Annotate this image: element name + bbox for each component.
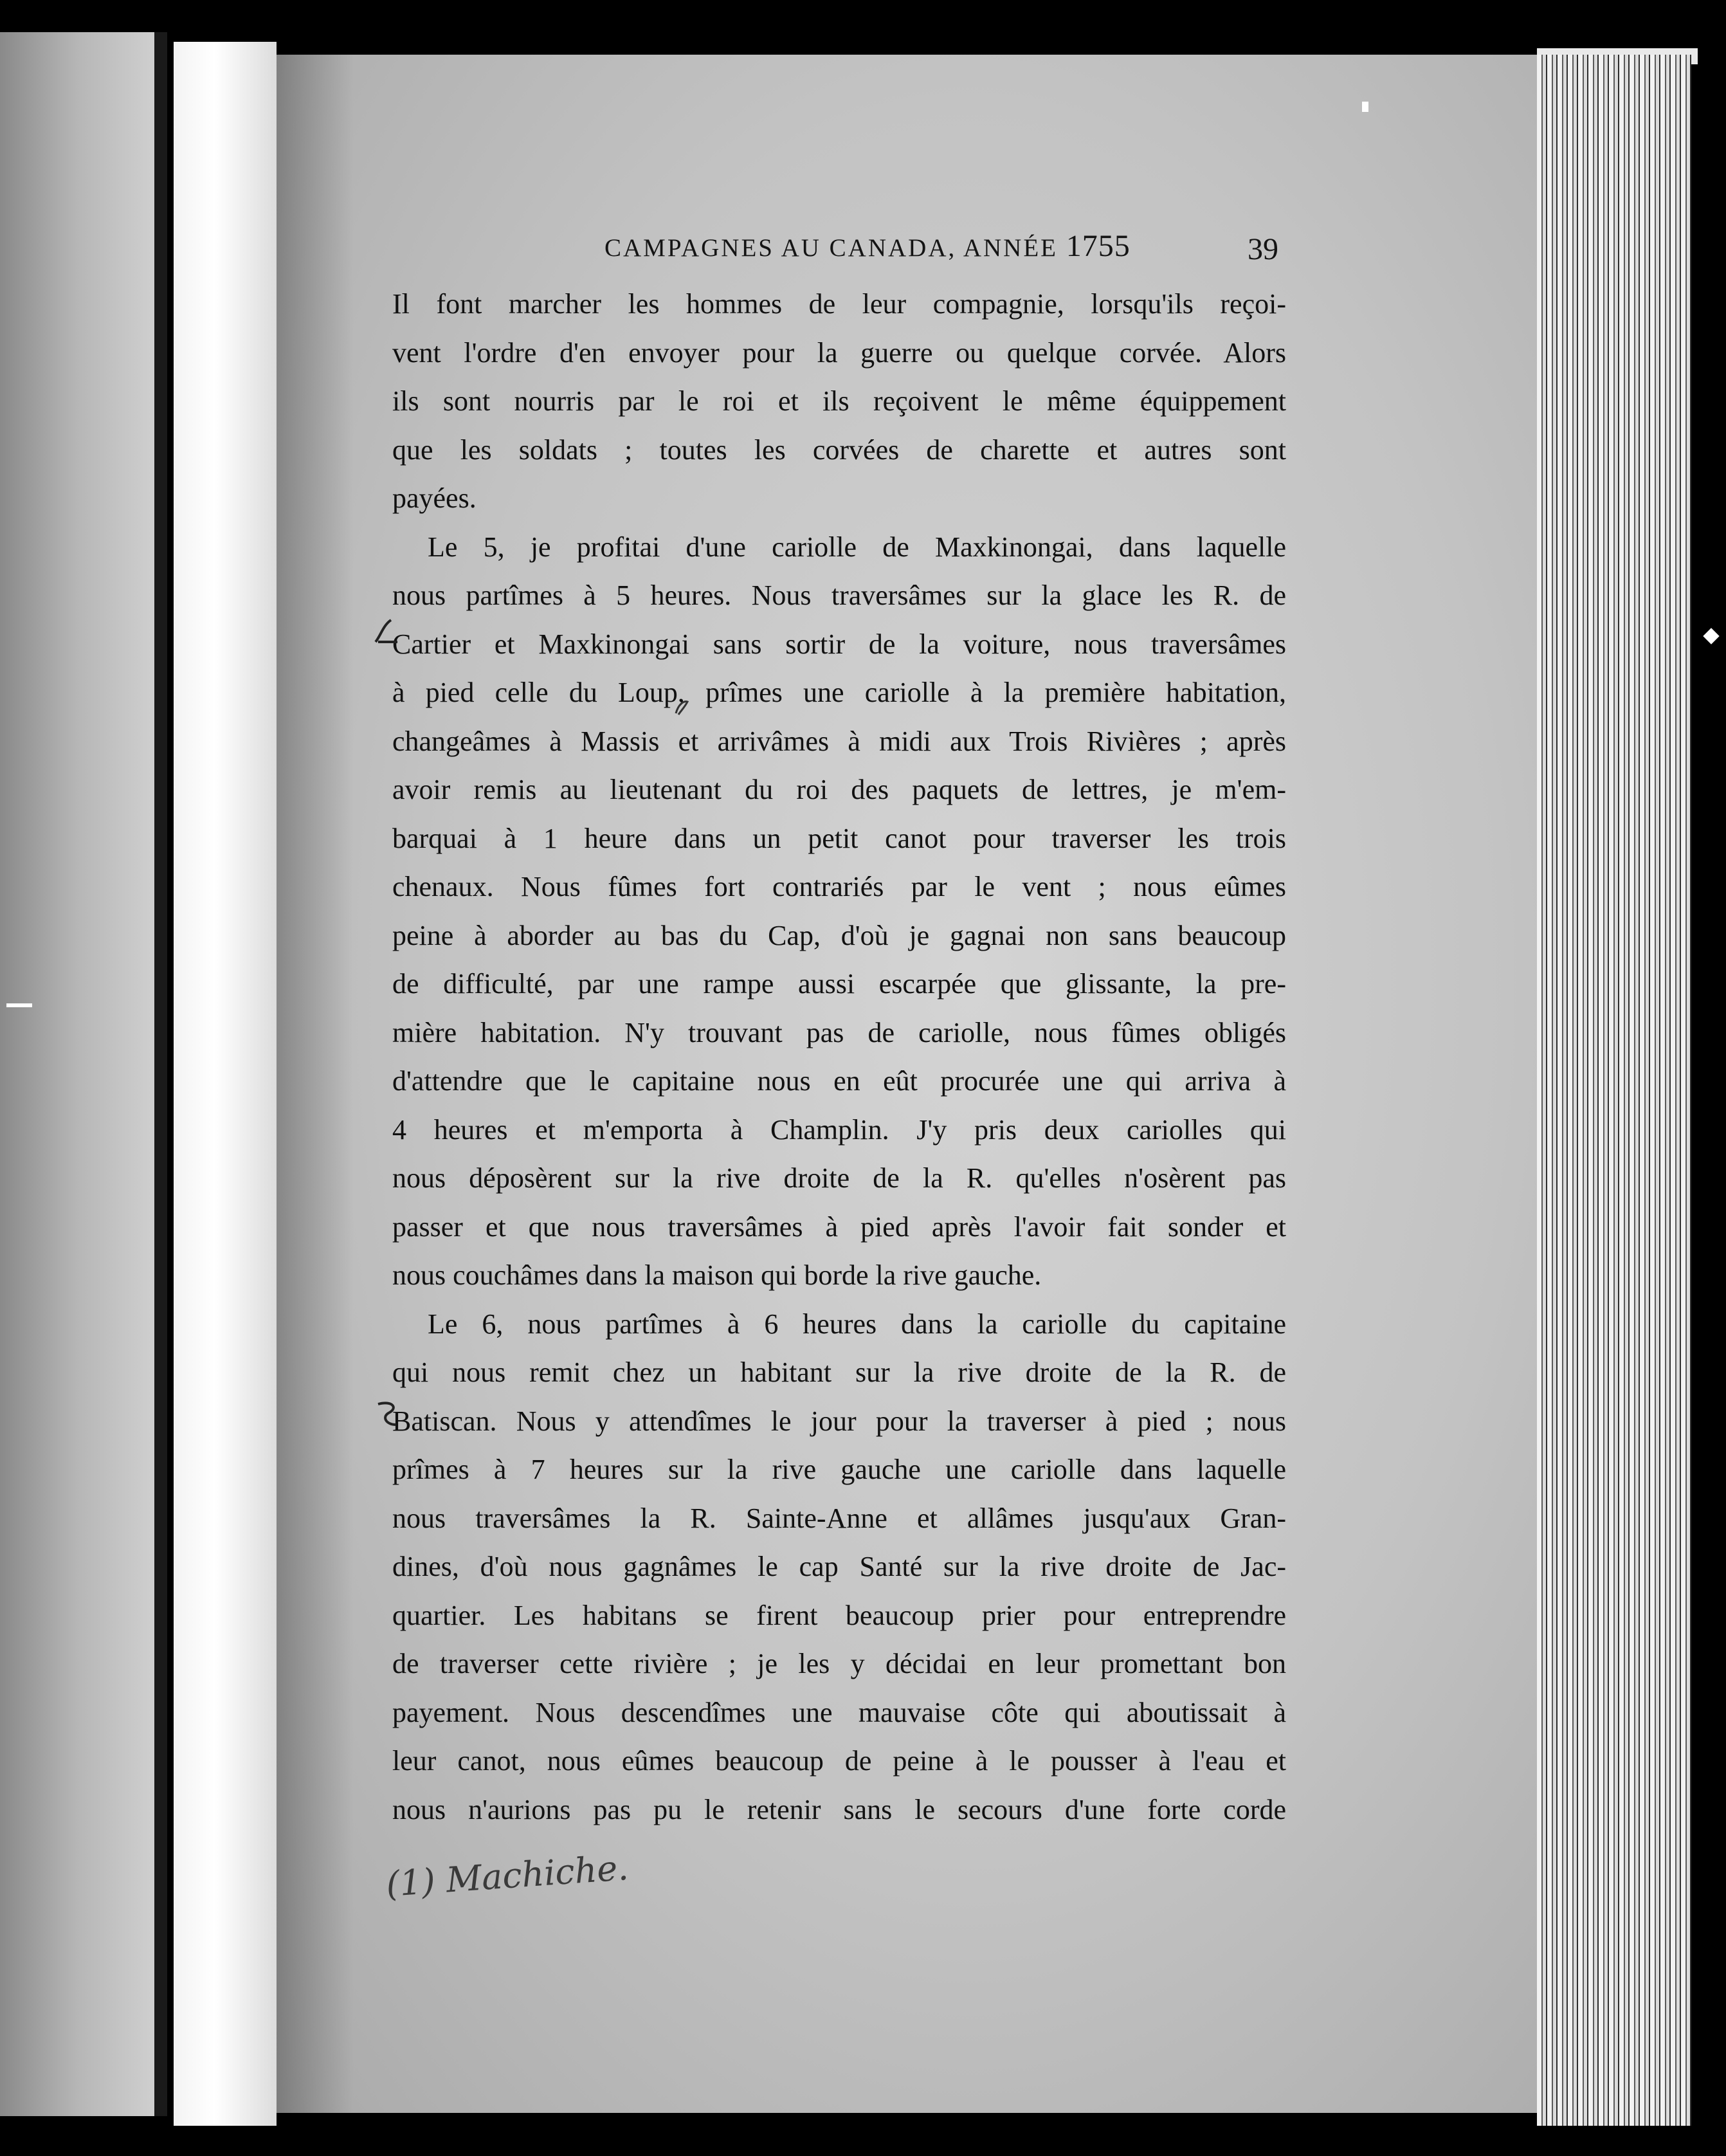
body-text — [392, 280, 1286, 1834]
text-line: chenaux. Nous fûmes fort contrariés par le vent ; nous eûmes — [392, 871, 1286, 902]
page-edges-stack — [1537, 55, 1691, 2126]
text-line: nous traversâmes la R. Sainte-Anne et allâmes jusqu'aux Gran- — [392, 1502, 1286, 1534]
text-line: Cartier et Maxkinongai sans sortir de la voiture, nous traversâmes — [392, 628, 1286, 660]
text-line: qui nous remit chez un habitant sur la rive droite de la R. de — [392, 1357, 1286, 1388]
text-line: vent l'ordre d'en envoyer pour la guerre ou quelque corvée. Alors — [392, 336, 1286, 369]
page-number: 39 — [1248, 232, 1278, 266]
text-line: nous couchâmes dans la maison qui borde la rive gauche. — [392, 1259, 1042, 1291]
facing-page-edge — [154, 32, 167, 2116]
text-line: changeâmes à Massis et arrivâmes à midi aux Trois Rivières ; après — [392, 725, 1286, 757]
text-line: Il font marcher les hommes de leur compagnie, lorsqu'ils reçoi- — [392, 288, 1286, 320]
running-head — [604, 228, 1131, 264]
text-line: de difficulté, par une rampe aussi escarpée que glissante, la pre- — [392, 968, 1286, 1000]
text-line: 4 heures et m'emporta à Champlin. J'y pris deux cariolles qui — [392, 1113, 1286, 1146]
text-line: de traverser cette rivière ; je les y décidai en leur promettant bon — [392, 1648, 1286, 1679]
scan-artifact — [6, 1003, 32, 1007]
text-line: ils sont nourris par le roi et ils reçoivent le même équippement — [392, 385, 1286, 417]
text-line: payement. Nous descendîmes une mauvaise côte qui aboutissait à — [392, 1696, 1286, 1728]
text-line: peine à aborder au bas du Cap, d'où je gagnai non sans beaucoup — [392, 919, 1286, 951]
text-line: Le 5, je profitai d'une cariolle de Maxkinongai, dans laquelle — [428, 531, 1286, 563]
scan-artifact — [1362, 102, 1368, 112]
ink-mark-icon — [373, 1399, 403, 1429]
text-line: que les soldats ; toutes les corvées de charette et autres sont — [392, 434, 1286, 466]
text-line: quartier. Les habitans se firent beaucoup prier pour entreprendre — [392, 1599, 1286, 1631]
text-line: prîmes à 7 heures sur la rive gauche une cariolle dans laquelle — [392, 1454, 1286, 1485]
text-line: Le 6, nous partîmes à 6 heures dans la cariolle du capitaine — [428, 1308, 1286, 1340]
text-line: leur canot, nous eûmes beaucoup de peine à le pousser à l'eau et — [392, 1745, 1286, 1777]
ink-mark-icon — [372, 616, 401, 646]
running-head-title: CAMPAGNES AU CANADA, ANNÉE — [604, 234, 1058, 262]
text-line: Batiscan. Nous y attendîmes le jour pour la traverser à pied ; nous — [392, 1405, 1286, 1437]
facing-page-left — [0, 32, 154, 2116]
text-line: avoir remis au lieutenant du roi des paquets de lettres, je m'em- — [392, 774, 1286, 805]
text-line: nous déposèrent sur la rive droite de la R. qu'elles n'osèrent pas — [392, 1162, 1286, 1194]
text-line: nous partîmes à 5 heures. Nous traversâmes sur la glace les R. de — [392, 580, 1286, 611]
text-line: barquai à 1 heure dans un petit canot pour traverser les trois — [392, 822, 1286, 854]
running-head-year: 1755 — [1066, 229, 1131, 263]
text-line: passer et que nous traversâmes à pied après l'avoir fait sonder et — [392, 1210, 1286, 1243]
text-line: dines, d'où nous gagnâmes le cap Santé sur la rive droite de Jac- — [392, 1551, 1286, 1582]
text-line: mière habitation. N'y trouvant pas de cariolle, nous fûmes obligés — [392, 1016, 1286, 1048]
ink-mark-icon — [672, 698, 691, 717]
text-line: à pied celle du Loup, prîmes une cariolle à la première habitation, — [392, 677, 1286, 708]
text-line: payées. — [392, 482, 477, 514]
scan-artifact — [1703, 628, 1719, 644]
handwritten-margin-note: (1) Machiche. — [385, 1847, 630, 1905]
book-gutter — [174, 42, 277, 2126]
text-line: nous n'aurions pas pu le retenir sans le secours d'une forte corde — [392, 1793, 1286, 1825]
text-line: d'attendre que le capitaine nous en eût procurée une qui arriva à — [392, 1065, 1286, 1097]
